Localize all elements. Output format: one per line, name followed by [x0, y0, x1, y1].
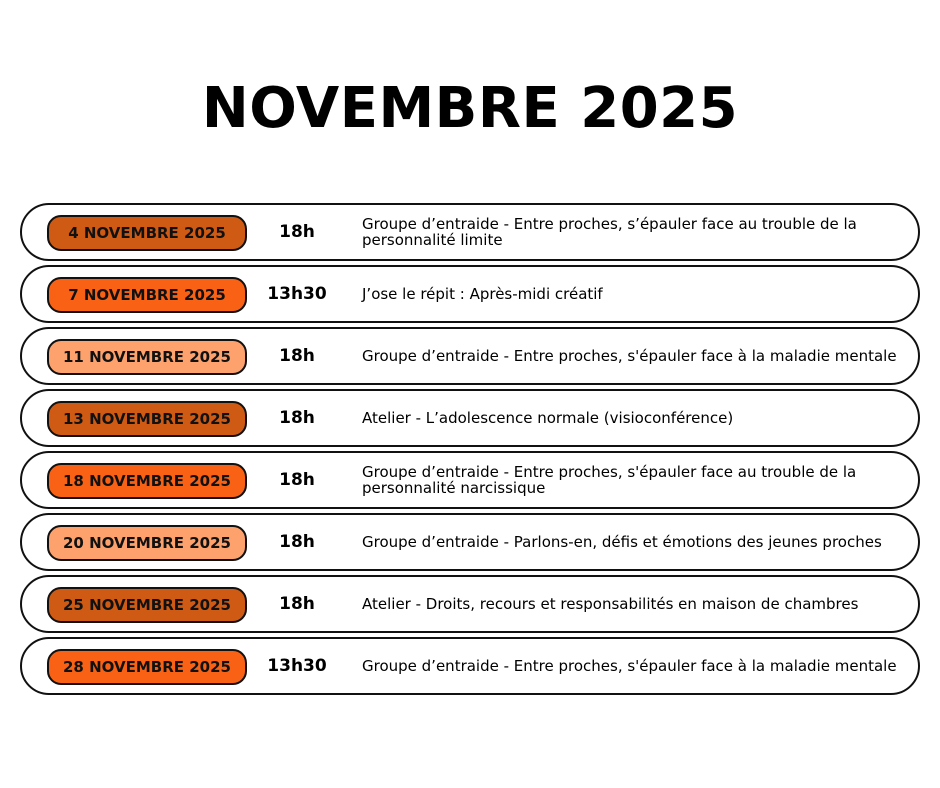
event-description-text: Groupe d’entraide - Entre proches, s'épauler face à la maladie mentale — [362, 657, 897, 675]
event-time: 18h — [279, 408, 315, 428]
event-description-text: Atelier - Droits, recours et responsabilités en maison de chambres — [362, 595, 859, 613]
event-date: 4 NOVEMBRE 2025 — [47, 215, 247, 251]
event-date: 13 NOVEMBRE 2025 — [47, 401, 247, 437]
event-description — [362, 391, 902, 445]
event-description — [362, 329, 902, 383]
event-date: 18 NOVEMBRE 2025 — [47, 463, 247, 499]
event-description — [362, 515, 902, 569]
event-row — [20, 389, 920, 447]
event-description-text: Groupe d’entraide - Entre proches, s'épauler face au trouble de la personnalité narcissique — [362, 463, 857, 497]
page-title: NOVEMBRE 2025 — [201, 76, 739, 141]
event-time: 18h — [279, 594, 315, 614]
event-description-text: Groupe d’entraide - Parlons-en, défis et émotions des jeunes proches — [362, 533, 882, 551]
event-time: 18h — [279, 532, 315, 552]
event-row — [20, 327, 920, 385]
event-time: 18h — [279, 346, 315, 366]
event-row — [20, 513, 920, 571]
event-date: 25 NOVEMBRE 2025 — [47, 587, 247, 623]
event-time: 13h30 — [267, 284, 327, 304]
event-time: 13h30 — [267, 656, 327, 676]
events-list — [20, 203, 920, 699]
event-description — [362, 577, 902, 631]
event-time: 18h — [279, 222, 315, 242]
event-description-text: Groupe d’entraide - Entre proches, s’épauler face au trouble de la personnalité limite — [362, 215, 857, 249]
event-date: 20 NOVEMBRE 2025 — [47, 525, 247, 561]
event-time: 18h — [279, 470, 315, 490]
event-description — [362, 267, 902, 321]
event-row — [20, 265, 920, 323]
event-date: 11 NOVEMBRE 2025 — [47, 339, 247, 375]
event-description — [362, 453, 902, 507]
event-row — [20, 575, 920, 633]
event-row — [20, 637, 920, 695]
event-description-text: Atelier - L’adolescence normale (visioconférence) — [362, 409, 734, 427]
event-description-text: Groupe d’entraide - Entre proches, s'épauler face à la maladie mentale — [362, 347, 897, 365]
event-description — [362, 639, 902, 693]
event-row — [20, 451, 920, 509]
event-row — [20, 203, 920, 261]
event-date: 7 NOVEMBRE 2025 — [47, 277, 247, 313]
event-description-text: J’ose le répit : Après-midi créatif — [362, 285, 603, 303]
event-date: 28 NOVEMBRE 2025 — [47, 649, 247, 685]
event-description — [362, 205, 902, 259]
